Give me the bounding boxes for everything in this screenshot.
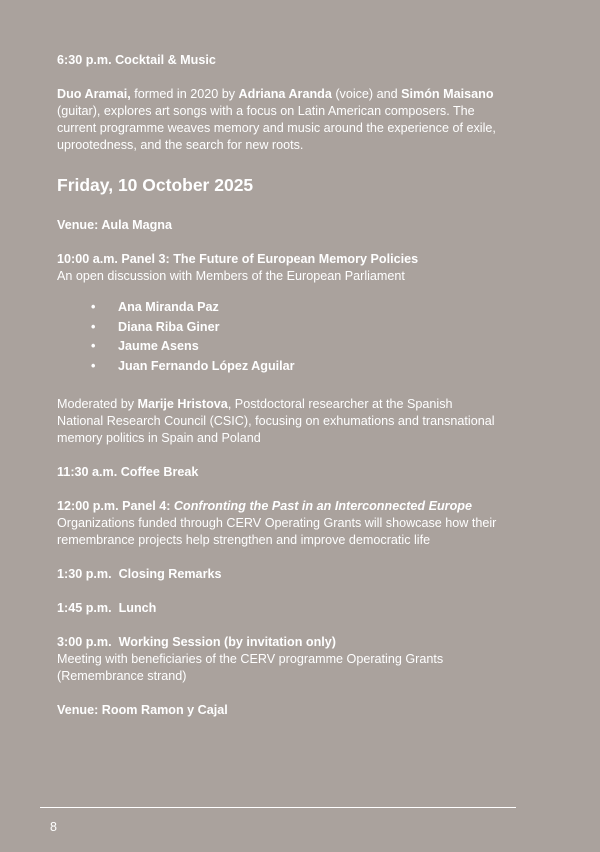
footer-divider: [40, 807, 516, 808]
working-session-section: [57, 634, 497, 685]
page-number: 8: [50, 820, 57, 834]
speaker-list: [57, 298, 547, 377]
cocktail-text-2: (voice) and: [331, 87, 402, 101]
member-adriana: Adriana Aranda: [238, 87, 332, 101]
duo-name: Duo Aramai,: [57, 87, 131, 101]
cocktail-text-1: formed in 2020 by: [130, 87, 239, 101]
panel-3-description: An open discussion with Members of the European Parliament: [57, 269, 405, 283]
panel-3-section: [57, 251, 547, 285]
moderator-paragraph: [57, 396, 497, 447]
speaker-item: • Ana Miranda Paz: [91, 298, 547, 318]
cocktail-text-3: (guitar), explores art songs with a focus on Latin American composers. The current programme weaves memory and music around the experience of exile, uprootedness, and the search for new roots.: [57, 104, 496, 152]
cocktail-description: [57, 86, 517, 154]
cocktail-section: [57, 52, 547, 154]
moderated-suffix: , Postdoctoral researcher at the Spanish National Research Council (CSIC), focusing on exhumations and transnational memory politics in Spain and Poland: [57, 396, 495, 445]
coffee-break: 11:30 a.m. Coffee Break: [57, 464, 199, 479]
speaker-item: • Juan Fernando López Aguilar: [91, 357, 547, 377]
panel-3-title: 10:00 a.m. Panel 3: The Future of European Memory Policies: [57, 252, 419, 266]
moderated-prefix: Moderated by: [57, 396, 138, 411]
panel-4-description: Organizations funded through CERV Operating Grants will showcase how their remembrance projects help strengthen and improve democratic life: [57, 515, 497, 547]
lunch: 1:45 p.m. Lunch: [57, 600, 157, 615]
panel-4-title: [57, 498, 517, 515]
speaker-item: • Diana Riba Giner: [91, 318, 547, 338]
moderator-name: Marije Hristova: [137, 396, 228, 411]
speaker-item: • Jaume Asens: [91, 337, 547, 357]
cocktail-time-title: 6:30 p.m. Cocktail & Music: [57, 53, 216, 67]
closing-remarks: 1:30 p.m. Closing Remarks: [57, 566, 222, 581]
venue-aula-magna: Venue: Aula Magna: [57, 218, 172, 232]
panel-4-section: [57, 498, 517, 549]
agenda-page: [57, 52, 547, 719]
panel-4-title-italic: Confronting the Past in an Interconnected Europe: [173, 498, 472, 513]
panel-4-title-prefix: 12:00 p.m. Panel 4:: [57, 498, 174, 513]
working-session-description: Meeting with beneficiaries of the CERV programme Operating Grants (Remembrance strand): [57, 651, 444, 683]
venue-room-ramon-y-cajal: Venue: Room Ramon y Cajal: [57, 702, 228, 717]
member-simon: Simón Maisano: [401, 87, 494, 101]
friday-heading: Friday, 10 October 2025: [57, 175, 254, 195]
working-session-title: 3:00 p.m. Working Session (by invitation only): [57, 634, 336, 649]
